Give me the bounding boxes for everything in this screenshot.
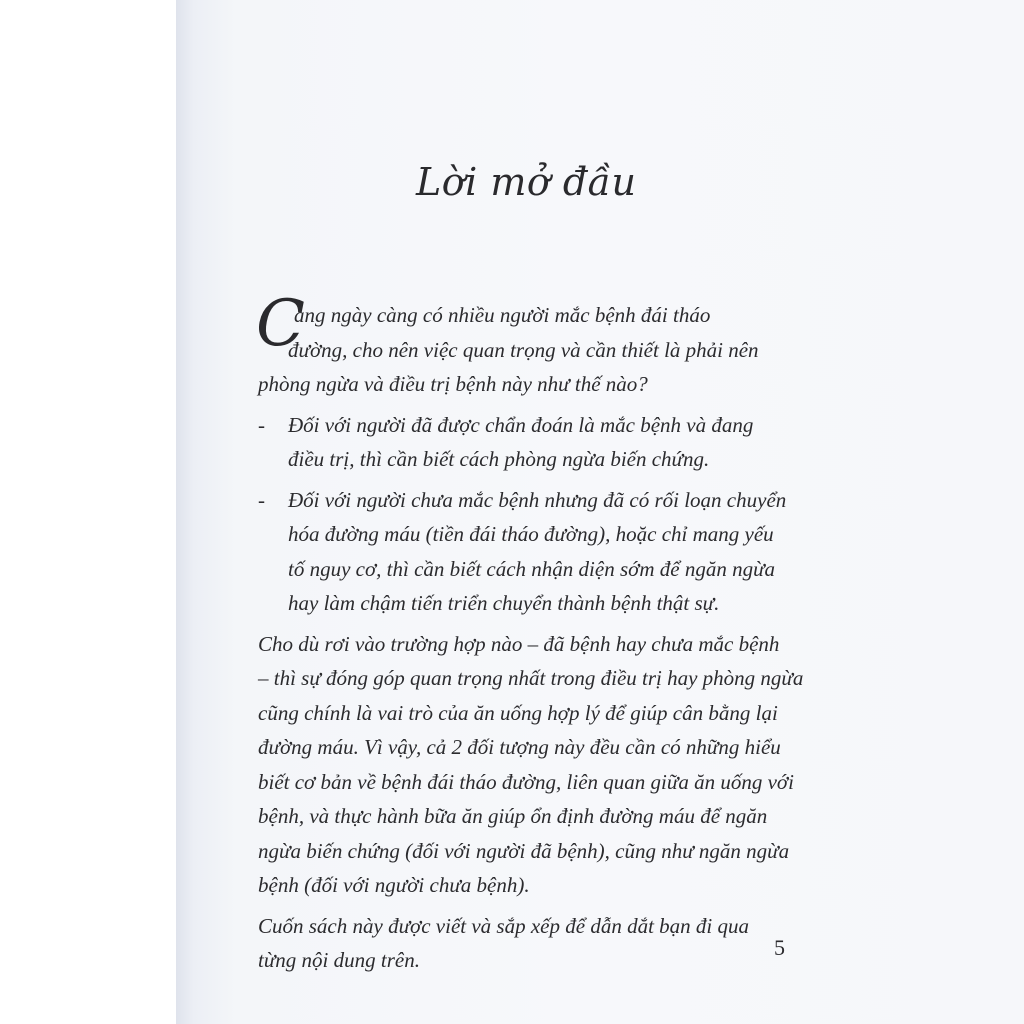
- bullet-marker: -: [258, 487, 265, 512]
- text-line: cũng chính là vai trò của ăn uống hợp lý để giúp cân bằng lại: [258, 700, 778, 725]
- text-line: hay làm chậm tiến triển chuyển thành bệnh thật sự.: [288, 591, 720, 615]
- paragraph: [258, 627, 804, 903]
- text-line: bệnh, và thực hành bữa ăn giúp ổn định đường máu để ngăn: [258, 804, 768, 828]
- paragraph: [258, 909, 786, 978]
- text-line: Cho dù rơi vào trường hợp nào – đã bệnh hay chưa mắc bệnh: [258, 631, 780, 656]
- text-line: biết cơ bản về bệnh đái tháo đường, liên quan giữa ăn uống với: [258, 769, 794, 794]
- text-line: – thì sự đóng góp quan trọng nhất trong điều trị hay phòng ngừa: [258, 666, 804, 690]
- text-line: Cuốn sách này được viết và sắp xếp để dẫn dắt bạn đi qua: [258, 913, 749, 938]
- page-number: 5: [774, 935, 785, 960]
- text-line: bệnh (đối với người chưa bệnh).: [258, 873, 530, 897]
- text-line: từng nội dung trên.: [258, 948, 420, 972]
- bullet-item: [258, 408, 786, 477]
- bullet-marker: -: [258, 412, 265, 437]
- bullet-item: [258, 483, 786, 621]
- drop-cap: C: [256, 287, 305, 361]
- book-page: [176, 0, 1024, 1024]
- text-line: àng ngày càng có nhiều người mắc bệnh đái tháo: [294, 303, 711, 327]
- text-line: tố nguy cơ, thì cần biết cách nhận diện sớm để ngăn ngừa: [288, 556, 776, 581]
- text-line: Đối với người đã được chẩn đoán là mắc bệnh và đang: [288, 412, 754, 437]
- chapter-body: [258, 298, 804, 978]
- text-line: hóa đường máu (tiền đái tháo đường), hoặc chỉ mang yếu: [288, 522, 774, 546]
- text-line: ngừa biến chứng (đối với người đã bệnh), cũng như ngăn ngừa: [258, 838, 790, 863]
- chapter-title: Lời mở đầu: [416, 160, 637, 204]
- text-line: đường, cho nên việc quan trọng và cần thiết là phải nên: [288, 337, 759, 362]
- text-line: điều trị, thì cần biết cách phòng ngừa biến chứng.: [288, 447, 710, 471]
- text-line: Đối với người chưa mắc bệnh nhưng đã có rối loạn chuyển: [288, 487, 787, 512]
- text-line: phòng ngừa và điều trị bệnh này như thế nào?: [258, 372, 648, 396]
- text-line: đường máu. Vì vậy, cả 2 đối tượng này đều cần có những hiểu: [258, 735, 781, 759]
- intro-paragraph: [258, 298, 786, 402]
